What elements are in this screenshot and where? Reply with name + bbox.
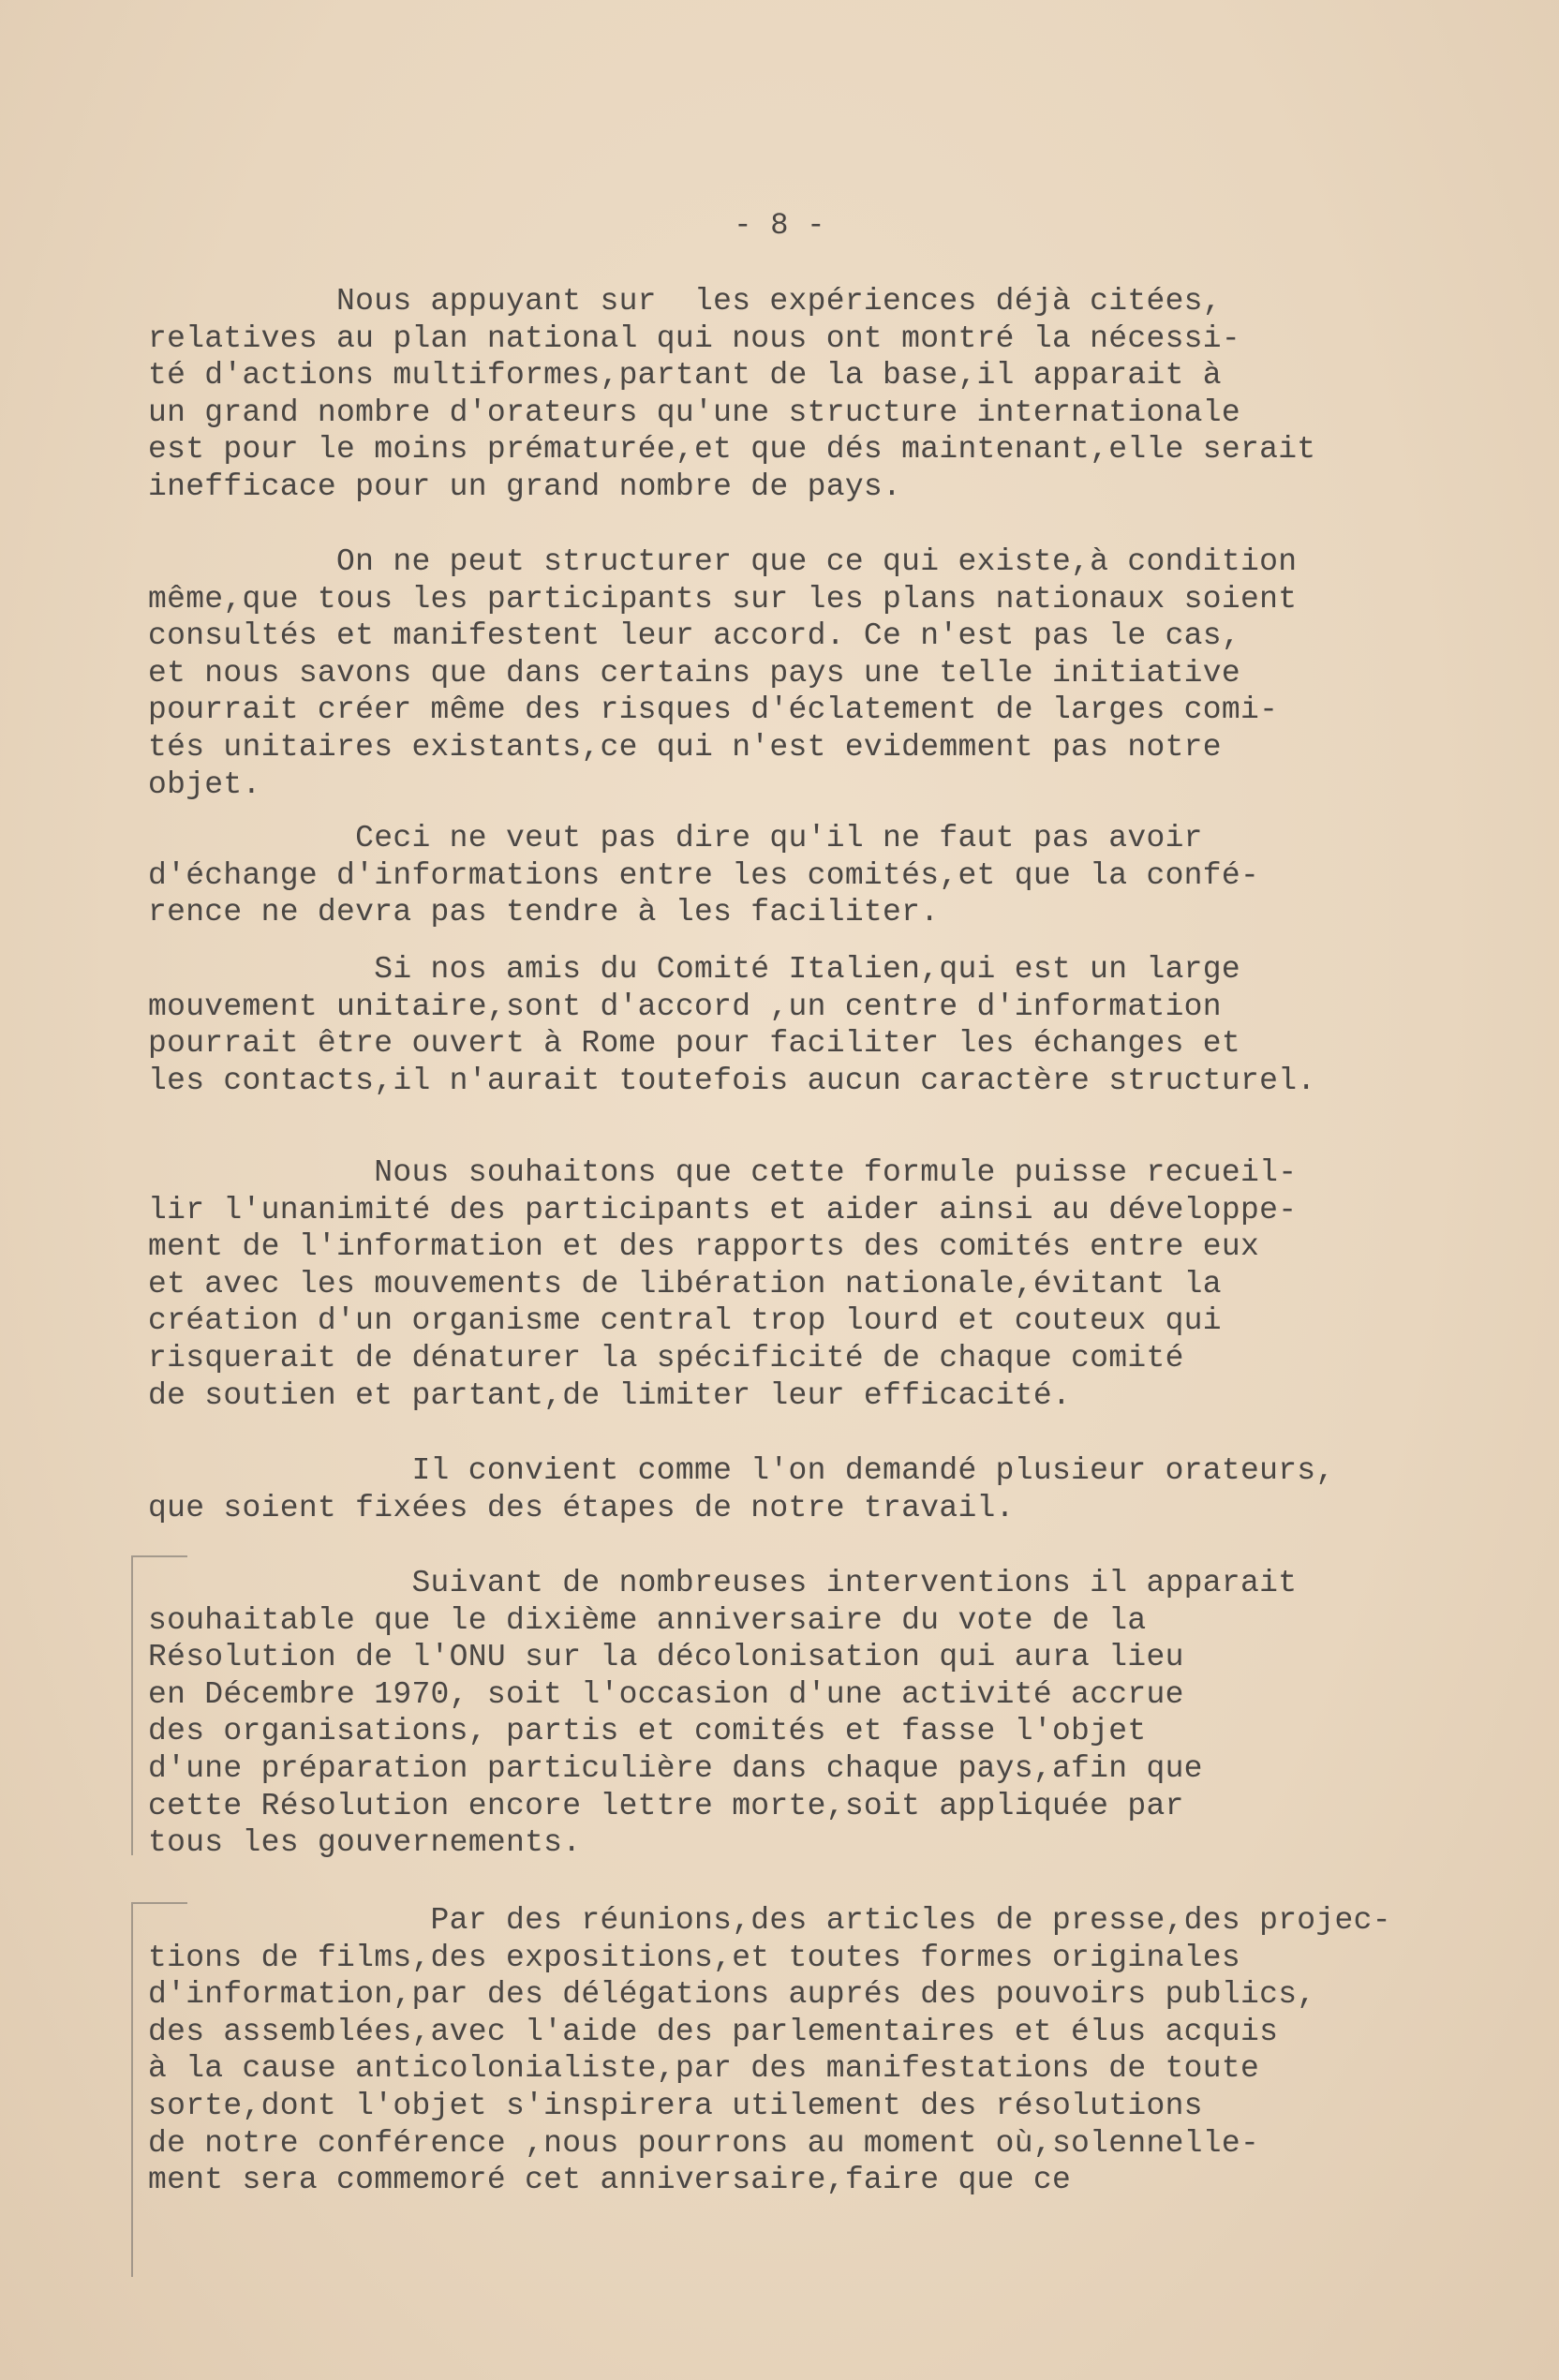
paragraph-3: Ceci ne veut pas dire qu'il ne faut pas avoir d'échange d'informations entre les comités,et que la confé- rence ne devra pas tendre à les faciliter. (148, 821, 1260, 930)
paragraph-5: Nous souhaitons que cette formule puisse recueil- lir l'unanimité des participants et aider ainsi au développe- ment de l'information et des rapports des comités entre eux et avec les mouvements de libération nationale,évitant la création d'un organisme central trop lourd et couteux qui risquerait de dénaturer la spécificité de chaque comité de soutien et partant,de limiter leur efficacité. (148, 1155, 1298, 1413)
paragraph-2: On ne peut structurer que ce qui existe,à condition même,que tous les participants sur les plans nationaux soient consultés et manifestent leur accord. Ce n'est pas le cas, et nous savons que dans certains pays une telle initiative pourrait créer même des risques d'éclatement de larges comi- tés unitaires existants,ce qui n'est evidemment pas notre objet. (148, 544, 1298, 802)
margin-bracket (131, 1902, 142, 2277)
paragraph-6: Il convient comme l'on demandé plusieur orateurs, que soient fixées des étapes de notre travail. (148, 1453, 1335, 1525)
paragraph-4: Si nos amis du Comité Italien,qui est un large mouvement unitaire,sont d'accord ,un centre d'information pourrait être ouvert à Rome pour faciliter les échanges et les contacts,il n'aurait toutefois aucun caractère structurel. (148, 952, 1316, 1098)
paragraph-8: Par des réunions,des articles de presse,des projec- tions de films,des expositions,et toutes formes originales d'information,par des délégations auprés des pouvoirs publics, des assemblées,avec l'aide des parlementaires et élus acquis à la cause anticolonialiste,par des manifestations de toute sorte,dont l'objet s'inspirera utilement des résolutions de notre conférence ,nous pourrons au moment où,solennelle- ment sera commemoré cet anniversaire,faire que ce (148, 1903, 1391, 2198)
page-number: - 8 - (734, 208, 825, 243)
margin-bracket (131, 1555, 142, 1855)
paragraph-7: Suivant de nombreuses interventions il apparait souhaitable que le dixième anniversaire du vote de la Résolution de l'ONU sur la décolonisation qui aura lieu en Décembre 1970, soit l'occasion d'une activité accrue des organisations, partis et comités et fasse l'objet d'une préparation particulière dans chaque pays,afin que cette Résolution encore lettre morte,soit appliquée par tous les gouvernements. (148, 1566, 1298, 1861)
paragraph-1: Nous appuyant sur les expériences déjà citées, relatives au plan national qui nous ont montré la nécessi- té d'actions multiformes,partant de la base,il apparait à un grand nombre d'orateurs qu'une structure internationale est pour le moins prématurée,et que dés maintenant,elle serait inefficace pour un grand nombre de pays. (148, 284, 1316, 504)
